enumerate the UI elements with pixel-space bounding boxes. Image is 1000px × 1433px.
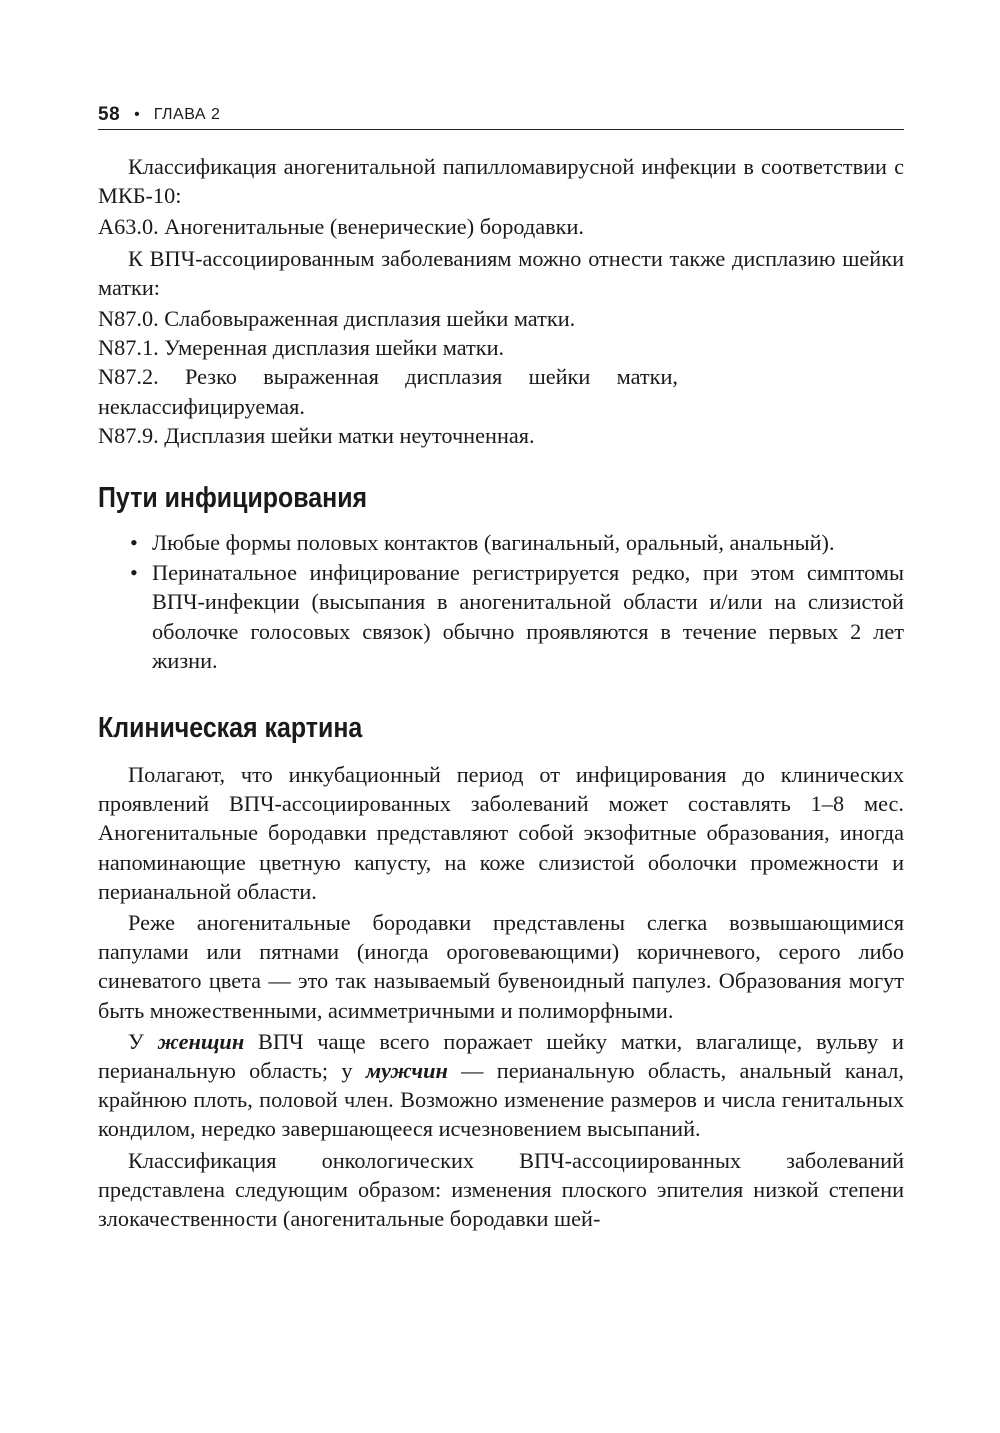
- intro-paragraph-2: К ВПЧ-ассоциированным заболеваниям можно отнести также дисплазию шейки матки:: [98, 245, 904, 300]
- section-heading-infection-routes: Пути инфицирования: [98, 482, 368, 515]
- running-head: [98, 101, 904, 130]
- body-text: [98, 152, 904, 1233]
- clinical-paragraph-3: [98, 1027, 904, 1144]
- chapter-label: ГЛАВА 2: [153, 106, 221, 123]
- paragraph-text: У: [128, 1028, 158, 1054]
- icd-code-a63: A63.0. Аногенитальные (венерические) бородавки.: [98, 214, 584, 240]
- paragraph-text: — перианальную область, анальный канал, крайнюю плоть, половой член. Возможно изменение размеров и числа генитальных кондилом, нередко завершающееся исчезновением высыпаний.: [98, 1058, 905, 1142]
- clinical-paragraph-2: Реже аногенитальные бородавки представлены слегка возвышающимися папулами или пятнами (иногда ороговевающими) коричневого, серого либо синеватого цвета — это так называемый бувеноидный папулез. Образования могут быть множественными, асимметричными и полиморфными.: [98, 910, 904, 1023]
- header-separator: •: [134, 106, 140, 123]
- icd-code-n87-0: N87.0. Слабовыраженная дисплазия шейки матки.: [98, 306, 576, 332]
- emphasis-men: мужчин: [365, 1058, 448, 1084]
- intro-paragraph-1: Классификация аногенитальной папилломавирусной инфекции в соответствии с МКБ-10:: [98, 154, 904, 209]
- clinical-paragraph-4: Классификация онкологических ВПЧ-ассоциированных заболеваний представлена следующим образом: изменения плоского эпителия низкой степени злокачественности (аногенитальные бородавки шей-: [98, 1147, 904, 1232]
- list-item: [98, 528, 904, 557]
- icd-code-n87-2: N87.2. Резко выраженная дисплазия шейки матки, неклассифицируемая.: [98, 364, 678, 419]
- clinical-paragraph-1: Полагают, что инкубационный период от инфицирования до клинических проявлений ВПЧ-ассоциированных заболеваний может составлять 1–8 мес. Аногенитальные бородавки представляют собой экзофитные образования, иногда напоминающие цветную капусту, на коже слизистой оболочки промежности и перианальной области.: [98, 762, 904, 904]
- icd-code-n87-1: N87.1. Умеренная дисплазия шейки матки.: [98, 335, 505, 361]
- section-heading-clinical-picture: Клиническая картина: [98, 712, 363, 745]
- paragraph-text: ВПЧ чаще всего поражает шейку матки, влагалище, вульву и перианальную область; у: [98, 1028, 904, 1084]
- icd-code-n87-9: N87.9. Дисплазия шейки матки неуточненная.: [98, 422, 535, 448]
- list-item-text: Перинатальное инфицирование регистрируется редко, при этом симптомы ВПЧ-инфекции (высыпания в аногенитальной области и/или на слизистой оболочке голосовых связок) обычно проявляются в течение первых 2 лет жизни.: [152, 560, 904, 673]
- page-number: 58: [98, 104, 121, 125]
- infection-routes-list: [98, 528, 904, 675]
- bullet-icon: •: [130, 560, 138, 586]
- list-item-text: Любые формы половых контактов (вагинальный, оральный, анальный).: [152, 530, 835, 556]
- list-item: [98, 558, 904, 675]
- bullet-icon: •: [130, 530, 138, 556]
- emphasis-women: женщин: [157, 1028, 245, 1054]
